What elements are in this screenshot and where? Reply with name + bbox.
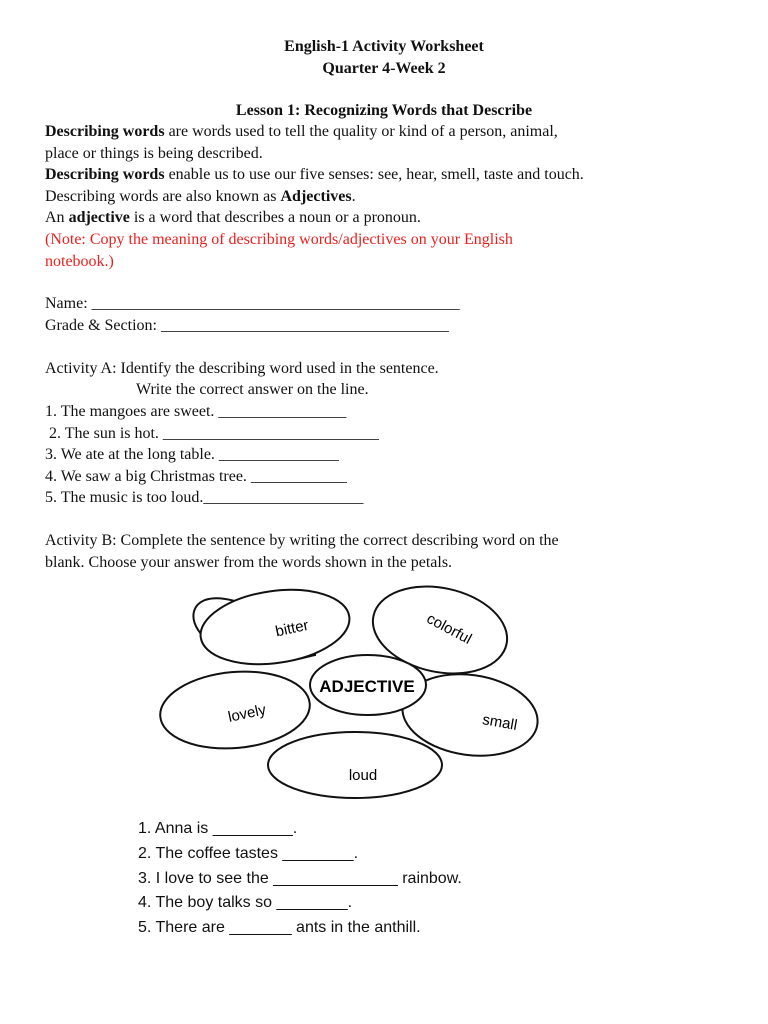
activity-b-item[interactable]: 5. There are _______ ants in the anthill.	[138, 919, 421, 936]
term: adjective	[68, 209, 130, 226]
text: are words used to tell the quality or kind of a person, animal,	[164, 123, 558, 140]
lesson-title: Lesson 1: Recognizing Words that Describe	[235, 102, 533, 119]
activity-b-item[interactable]: 2. The coffee tastes ________.	[138, 845, 359, 862]
activity-b-instruction: Activity B: Complete the sentence by writing the correct describing word on the	[45, 532, 559, 549]
grade-section-field[interactable]: Grade & Section: ____________________________________	[45, 317, 449, 334]
petal-word-lovely: lovely	[226, 701, 268, 726]
activity-b-item[interactable]: 1. Anna is _________.	[138, 820, 298, 837]
activity-b-item[interactable]: 4. The boy talks so ________.	[138, 894, 353, 911]
text: An	[45, 209, 69, 226]
activity-a-item[interactable]: 1. The mangoes are sweet. ________________	[45, 403, 347, 420]
activity-b-instruction-2: blank. Choose your answer from the words shown in the petals.	[45, 554, 453, 571]
activity-a-item[interactable]: 5. The music is too loud.____________________	[45, 489, 364, 506]
worksheet-subtitle: Quarter 4-Week 2	[322, 60, 446, 77]
intro-line-1	[45, 122, 558, 142]
intro-line-2: place or things is being described.	[45, 145, 263, 162]
activity-b-item[interactable]: 3. I love to see the ______________ rainbow.	[138, 870, 462, 887]
petal-word-colorful: colorful	[423, 610, 475, 648]
activity-a-instruction-2: Write the correct answer on the line.	[136, 381, 369, 398]
adjective-flower-diagram	[155, 585, 545, 800]
text: .	[351, 188, 356, 205]
petal-word-small: small	[481, 711, 519, 734]
term: Describing words	[45, 123, 165, 140]
intro-line-4	[45, 187, 356, 207]
intro-line-3	[45, 165, 584, 185]
petal-word-bitter: bitter	[273, 616, 311, 641]
text: is a word that describes a noun or a pronoun.	[129, 209, 421, 226]
center-word: ADJECTIVE	[319, 677, 415, 696]
activity-a-instruction: Activity A: Identify the describing word used in the sentence.	[45, 360, 439, 377]
text: enable us to use our five senses: see, hear, smell, taste and touch.	[164, 166, 584, 183]
activity-a-item[interactable]: 2. The sun is hot. ___________________________	[45, 425, 379, 442]
text: Describing words are also known as	[45, 188, 281, 205]
name-field[interactable]: Name: ______________________________________________	[45, 295, 460, 312]
term: Adjectives	[280, 188, 352, 205]
note-line-2: notebook.)	[45, 253, 114, 270]
term: Describing words	[45, 166, 165, 183]
petal-bottom	[268, 732, 442, 798]
petal-word-loud: loud	[348, 767, 378, 784]
intro-line-5	[45, 208, 421, 228]
worksheet-title: English-1 Activity Worksheet	[284, 38, 484, 55]
note-line-1: (Note: Copy the meaning of describing words/adjectives on your English	[45, 231, 513, 248]
activity-a-item[interactable]: 3. We ate at the long table. _______________	[45, 446, 339, 463]
activity-a-item[interactable]: 4. We saw a big Christmas tree. ____________	[45, 468, 347, 485]
